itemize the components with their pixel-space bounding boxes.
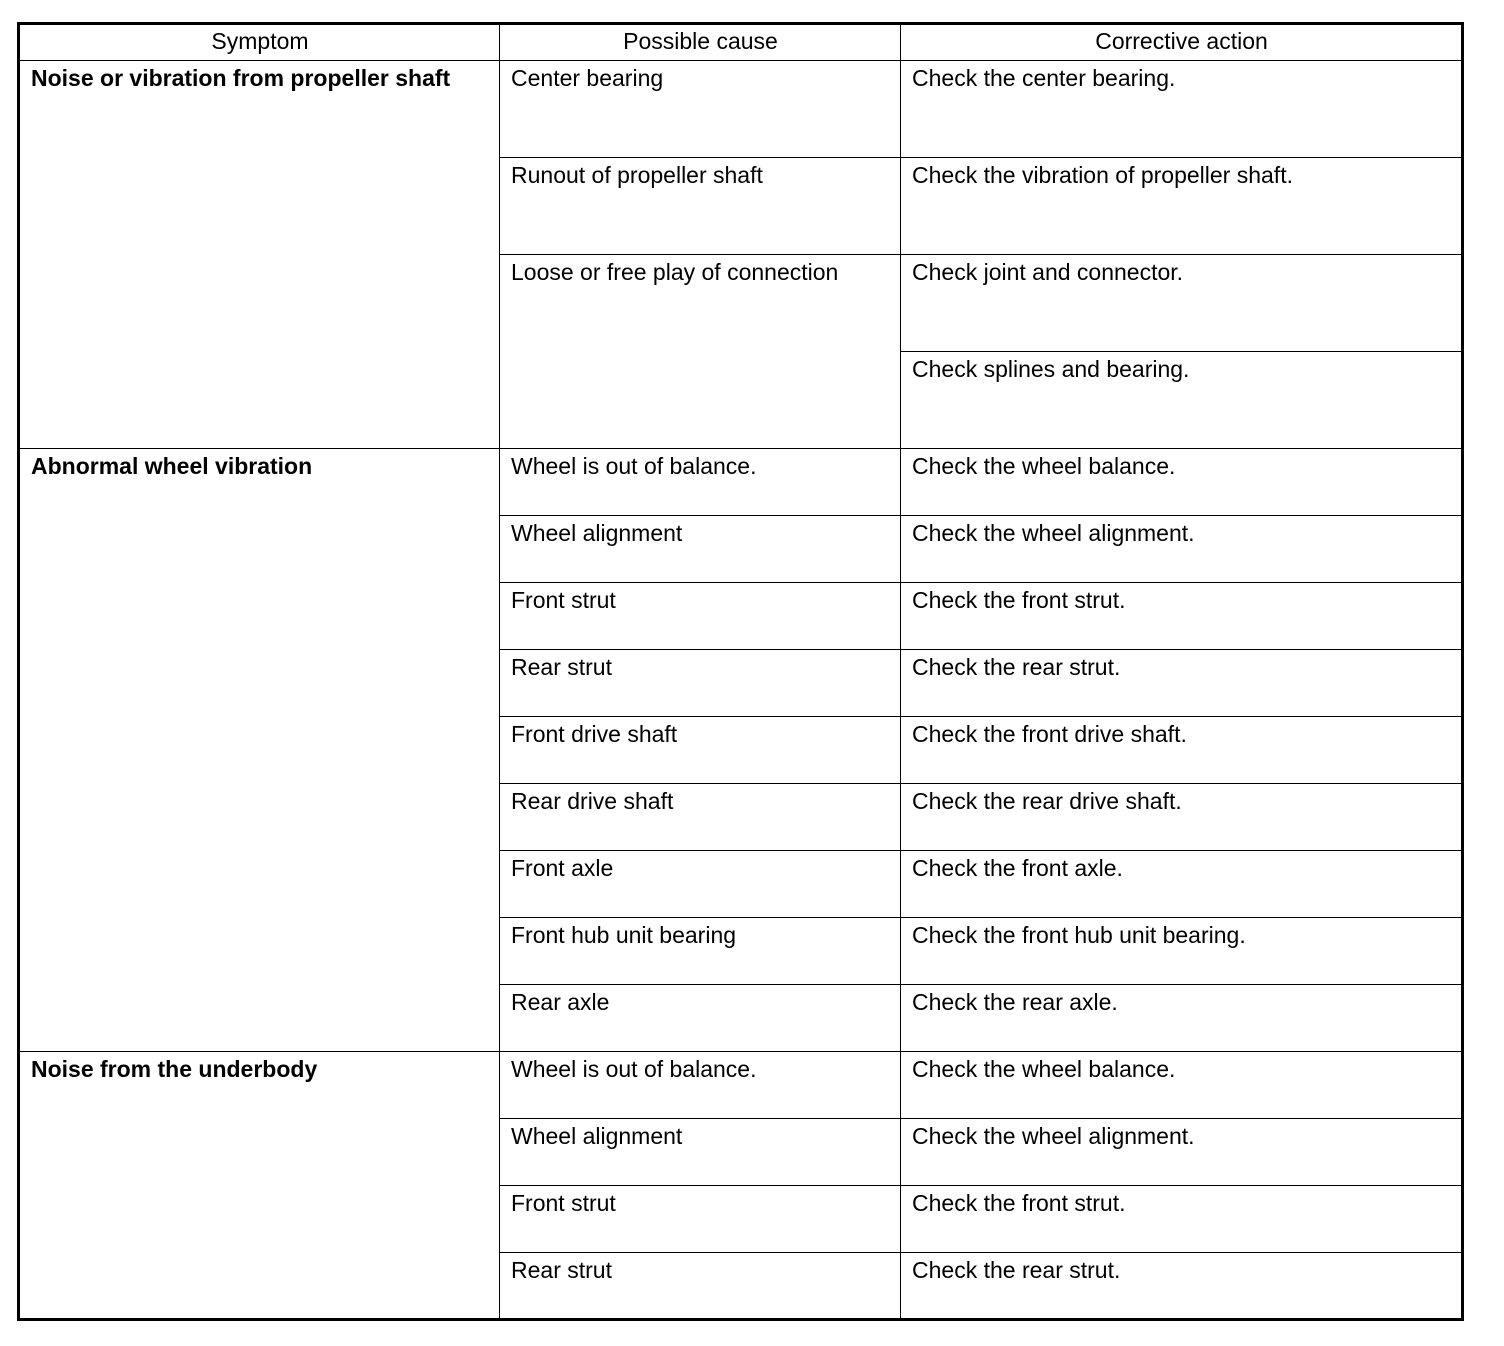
table-row (19, 61, 1463, 158)
corrective-action-cell: Check the front hub unit bearing. (901, 918, 1463, 985)
corrective-action-cell: Check the rear strut. (901, 1253, 1463, 1320)
header-possible-cause: Possible cause (500, 24, 901, 61)
corrective-action-cell: Check the center bearing. (901, 61, 1463, 158)
possible-cause-cell: Wheel alignment (500, 516, 901, 583)
possible-cause-cell: Runout of propeller shaft (500, 158, 901, 255)
corrective-action-cell: Check the front strut. (901, 583, 1463, 650)
table-body (19, 61, 1463, 1320)
table-row (19, 1052, 1463, 1119)
possible-cause-cell: Front drive shaft (500, 717, 901, 784)
corrective-action-cell: Check the rear axle. (901, 985, 1463, 1052)
corrective-action-cell: Check joint and connector. (901, 255, 1463, 352)
table-row (19, 449, 1463, 516)
corrective-action-cell: Check splines and bearing. (901, 352, 1463, 449)
possible-cause-cell: Wheel alignment (500, 1119, 901, 1186)
symptom-cell: Abnormal wheel vibration (19, 449, 500, 1052)
troubleshooting-table (17, 22, 1464, 1321)
corrective-action-cell: Check the rear drive shaft. (901, 784, 1463, 851)
corrective-action-cell: Check the rear strut. (901, 650, 1463, 717)
possible-cause-cell: Front strut (500, 583, 901, 650)
header-corrective-action: Corrective action (901, 24, 1463, 61)
corrective-action-cell: Check the front axle. (901, 851, 1463, 918)
possible-cause-cell: Loose or free play of connection (500, 255, 901, 449)
corrective-action-cell: Check the vibration of propeller shaft. (901, 158, 1463, 255)
symptom-cell: Noise or vibration from propeller shaft (19, 61, 500, 449)
possible-cause-cell: Rear strut (500, 650, 901, 717)
corrective-action-cell: Check the wheel alignment. (901, 516, 1463, 583)
possible-cause-cell: Rear axle (500, 985, 901, 1052)
corrective-action-cell: Check the front drive shaft. (901, 717, 1463, 784)
possible-cause-cell: Center bearing (500, 61, 901, 158)
possible-cause-cell: Wheel is out of balance. (500, 449, 901, 516)
header-symptom: Symptom (19, 24, 500, 61)
corrective-action-cell: Check the wheel balance. (901, 1052, 1463, 1119)
possible-cause-cell: Wheel is out of balance. (500, 1052, 901, 1119)
possible-cause-cell: Rear strut (500, 1253, 901, 1320)
corrective-action-cell: Check the wheel balance. (901, 449, 1463, 516)
corrective-action-cell: Check the wheel alignment. (901, 1119, 1463, 1186)
symptom-cell: Noise from the underbody (19, 1052, 500, 1320)
possible-cause-cell: Front strut (500, 1186, 901, 1253)
possible-cause-cell: Rear drive shaft (500, 784, 901, 851)
possible-cause-cell: Front hub unit bearing (500, 918, 901, 985)
corrective-action-cell: Check the front strut. (901, 1186, 1463, 1253)
possible-cause-cell: Front axle (500, 851, 901, 918)
header-row (19, 24, 1463, 61)
